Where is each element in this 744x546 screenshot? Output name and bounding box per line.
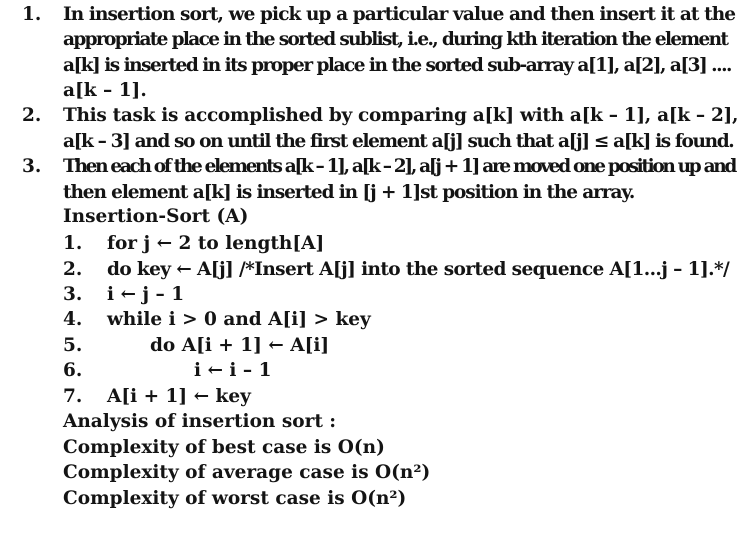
point-3-line-1: Then each of the elements a[k – 1], a[k – 2], a[j + 1] are moved one position up and [63,156,736,177]
step-number-5: 5. [63,335,83,356]
step-1-text: for j ← 2 to length[A] [107,233,325,254]
analysis-best-case: Complexity of best case is O(n) [63,437,385,458]
analysis-worst-case: Complexity of worst case is O(n²) [63,488,407,509]
point-2-line-2: a[k – 3] and so on until the first element a[j] such that a[j] ≤ a[k] is found. [63,131,734,152]
point-1-line-1: In insertion sort, we pick up a particular value and then insert it at the [63,4,736,25]
step-number-2: 2. [63,259,83,280]
point-number-3: 3. [22,156,42,177]
step-number-7: 7. [63,386,83,407]
point-2-line-1: This task is accomplished by comparing a[k] with a[k – 1], a[k – 2], [63,105,739,126]
step-number-6: 6. [63,360,83,381]
point-number-1: 1. [22,4,42,25]
step-2-text: do key ← A[j] /*Insert A[j] into the sorted sequence A[1...j – 1].*/ [107,259,730,280]
step-7-text: A[i + 1] ← key [107,386,251,407]
step-6-text: i ← i – 1 [194,360,272,381]
step-number-1: 1. [63,233,83,254]
step-5-text: do A[i + 1] ← A[i] [150,335,330,356]
step-4-text: while i > 0 and A[i] > key [107,309,371,330]
analysis-average-case: Complexity of average case is O(n²) [63,462,431,483]
point-1-line-4: a[k – 1]. [63,80,147,101]
algorithm-title: Insertion-Sort (A) [63,206,249,227]
point-3-line-2: then element a[k] is inserted in [j + 1]st position in the array. [63,182,635,203]
step-number-4: 4. [63,309,83,330]
analysis-title: Analysis of insertion sort : [63,411,337,432]
point-1-line-3: a[k] is inserted in its proper place in the sorted sub-array a[1], a[2], a[3] .... [63,55,731,76]
point-number-2: 2. [22,105,42,126]
step-number-3: 3. [63,284,83,305]
point-1-line-2: appropriate place in the sorted sublist, i.e., during kth iteration the element [63,29,728,50]
step-3-text: i ← j – 1 [107,284,185,305]
